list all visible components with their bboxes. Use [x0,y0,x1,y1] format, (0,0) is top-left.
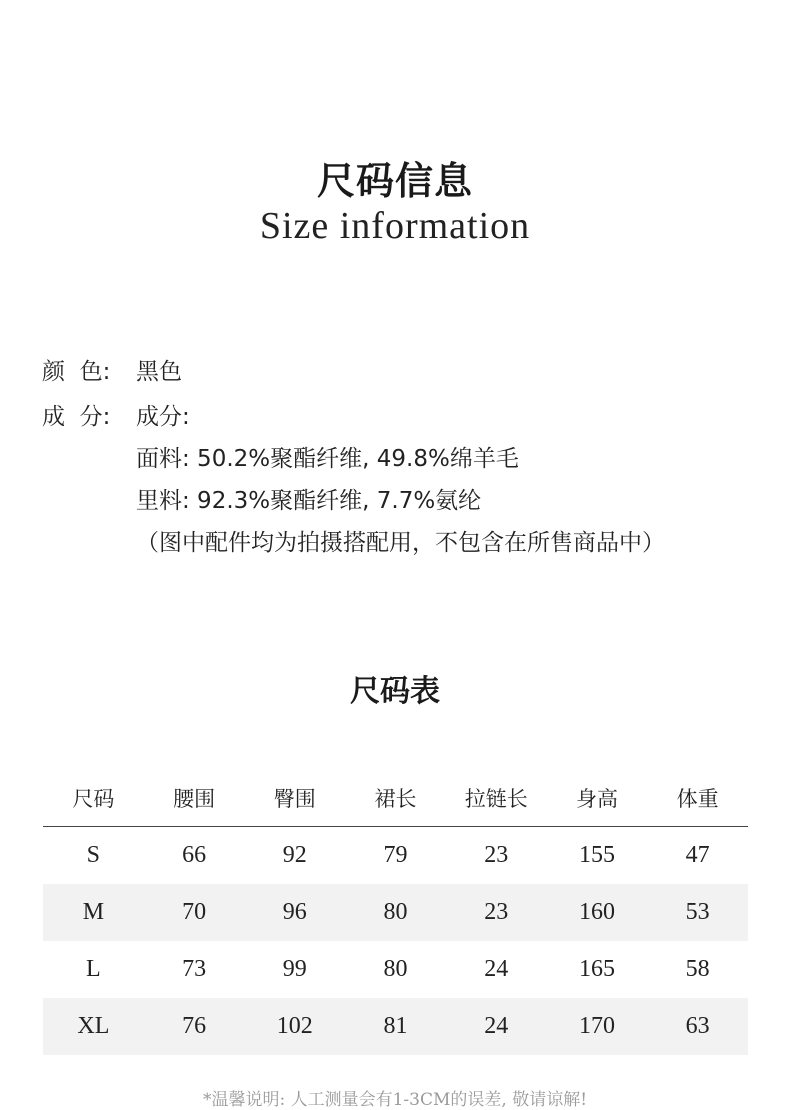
header-cell: 臀围 [273,787,316,811]
table-cell: 79 [383,842,408,868]
table-cell: M [82,899,105,925]
table-cell: S [86,842,101,868]
table-cell: 81 [383,1013,408,1039]
size-table-header [43,770,748,827]
table-cell: 160 [578,899,615,925]
table-cell: 23 [484,899,509,925]
table-cell: 96 [282,899,307,925]
table-cell: XL [77,1013,110,1039]
table-cell: 47 [685,842,710,868]
fabric-line: 面料: 50.2%聚酯纤维, 49.8%绵羊毛 [136,446,519,472]
page-subtitle: Size information [259,205,531,247]
composition-row [42,398,190,431]
composition-value: 成分: [136,404,190,430]
table-row [43,998,748,1055]
table-row [43,827,748,884]
table-cell: 24 [484,956,509,982]
color-row [42,353,182,386]
table-cell: 66 [182,842,207,868]
table-cell: 70 [182,899,207,925]
table-cell: 58 [685,956,710,982]
table-cell: 23 [484,842,509,868]
size-table-title: 尺码表 [350,674,440,709]
header-cell: 体重 [676,787,719,811]
table-row [43,941,748,998]
header-cell: 拉链长 [464,787,528,811]
table-cell: 80 [383,899,408,925]
table-cell: 102 [276,1013,313,1039]
header-cell: 尺码 [72,787,115,811]
lining-line: 里料: 92.3%聚酯纤维, 7.7%氨纶 [136,488,482,514]
composition-label: 成 分: [42,404,111,430]
table-cell: 53 [685,899,710,925]
table-cell: 99 [282,956,307,982]
measurement-disclaimer: *温馨说明: 人工测量会有1-3CM的误差, 敬请谅解! [202,1090,588,1110]
table-cell: 80 [383,956,408,982]
table-cell: 92 [282,842,307,868]
table-cell: 63 [685,1013,710,1039]
table-cell: 73 [182,956,207,982]
color-label: 颜 色: [42,359,111,385]
table-cell: 165 [578,956,615,982]
table-cell: 76 [182,1013,207,1039]
page-title: 尺码信息 [316,158,473,203]
table-cell: 24 [484,1013,509,1039]
accessory-note: （图中配件均为拍摄搭配用，不包含在所售商品中） [136,530,665,556]
table-cell: 155 [578,842,615,868]
header-cell: 腰围 [173,787,216,811]
header-cell: 裙长 [374,787,417,811]
table-row [43,884,748,941]
color-value: 黑色 [136,359,182,385]
table-cell: 170 [578,1013,615,1039]
size-table [43,770,748,1055]
table-cell: L [86,956,101,982]
header-cell: 身高 [575,787,618,811]
